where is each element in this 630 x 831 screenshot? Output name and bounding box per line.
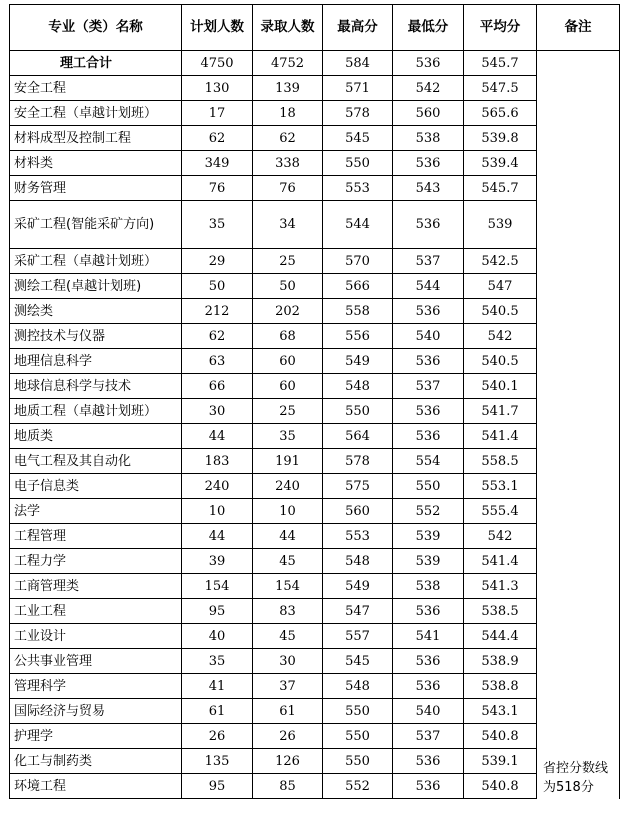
max-cell: 548 bbox=[323, 374, 393, 399]
max-cell: 571 bbox=[323, 76, 393, 101]
admitted-cell: 34 bbox=[253, 201, 323, 249]
max-cell: 550 bbox=[323, 724, 393, 749]
min-cell: 536 bbox=[393, 674, 464, 699]
header-note: 备注 bbox=[537, 5, 620, 51]
min-cell: 536 bbox=[393, 599, 464, 624]
table-row bbox=[10, 249, 620, 274]
admitted-cell: 60 bbox=[253, 374, 323, 399]
min-cell: 543 bbox=[393, 176, 464, 201]
major-name: 工程管理 bbox=[10, 524, 182, 549]
avg-cell: 541.3 bbox=[464, 574, 537, 599]
admitted-cell: 202 bbox=[253, 299, 323, 324]
table-row bbox=[10, 101, 620, 126]
avg-cell: 544.4 bbox=[464, 624, 537, 649]
table-row bbox=[10, 176, 620, 201]
major-name: 法学 bbox=[10, 499, 182, 524]
avg-cell: 542.5 bbox=[464, 249, 537, 274]
max-cell: 557 bbox=[323, 624, 393, 649]
planned-cell: 30 bbox=[182, 399, 253, 424]
avg-cell: 540.5 bbox=[464, 299, 537, 324]
max-cell: 550 bbox=[323, 151, 393, 176]
major-name: 护理学 bbox=[10, 724, 182, 749]
major-name: 安全工程（卓越计划班） bbox=[10, 101, 182, 126]
major-name: 材料类 bbox=[10, 151, 182, 176]
avg-cell: 540.8 bbox=[464, 724, 537, 749]
planned-cell: 349 bbox=[182, 151, 253, 176]
planned-cell: 66 bbox=[182, 374, 253, 399]
planned-cell: 63 bbox=[182, 349, 253, 374]
table-row bbox=[10, 349, 620, 374]
min-cell: 542 bbox=[393, 76, 464, 101]
admitted-cell: 62 bbox=[253, 126, 323, 151]
max-cell: 552 bbox=[323, 774, 393, 799]
avg-cell: 538.8 bbox=[464, 674, 537, 699]
admitted-cell: 45 bbox=[253, 624, 323, 649]
avg-cell: 539 bbox=[464, 201, 537, 249]
max-cell: 545 bbox=[323, 126, 393, 151]
planned-cell: 39 bbox=[182, 549, 253, 574]
header-admitted-count: 录取人数 bbox=[253, 5, 323, 51]
admitted-cell: 338 bbox=[253, 151, 323, 176]
admitted-cell: 85 bbox=[253, 774, 323, 799]
planned-cell: 41 bbox=[182, 674, 253, 699]
major-name: 工业设计 bbox=[10, 624, 182, 649]
admitted-cell: 240 bbox=[253, 474, 323, 499]
min-cell: 536 bbox=[393, 399, 464, 424]
max-cell: 570 bbox=[323, 249, 393, 274]
major-name: 财务管理 bbox=[10, 176, 182, 201]
table-row bbox=[10, 274, 620, 299]
min-cell: 537 bbox=[393, 724, 464, 749]
avg-cell: 541.4 bbox=[464, 424, 537, 449]
major-name: 电气工程及其自动化 bbox=[10, 449, 182, 474]
header-major-name: 专业（类）名称 bbox=[10, 5, 182, 51]
table-row bbox=[10, 201, 620, 249]
planned-cell: 29 bbox=[182, 249, 253, 274]
min-cell: 536 bbox=[393, 649, 464, 674]
avg-cell: 555.4 bbox=[464, 499, 537, 524]
table-row bbox=[10, 574, 620, 599]
admitted-cell: 83 bbox=[253, 599, 323, 624]
planned-cell: 212 bbox=[182, 299, 253, 324]
avg-cell: 540.1 bbox=[464, 374, 537, 399]
major-name: 安全工程 bbox=[10, 76, 182, 101]
table-row bbox=[10, 399, 620, 424]
table-row bbox=[10, 624, 620, 649]
table-row bbox=[10, 76, 620, 101]
table-row bbox=[10, 649, 620, 674]
planned-cell: 50 bbox=[182, 274, 253, 299]
table-row bbox=[10, 724, 620, 749]
table-row bbox=[10, 474, 620, 499]
min-cell: 536 bbox=[393, 774, 464, 799]
max-cell: 550 bbox=[323, 699, 393, 724]
avg-cell: 547.5 bbox=[464, 76, 537, 101]
major-name: 工程力学 bbox=[10, 549, 182, 574]
major-name: 测绘工程(卓越计划班) bbox=[10, 274, 182, 299]
planned-cell: 183 bbox=[182, 449, 253, 474]
major-name: 地理信息科学 bbox=[10, 349, 182, 374]
table-row bbox=[10, 699, 620, 724]
major-name: 环境工程 bbox=[10, 774, 182, 799]
planned-cell: 35 bbox=[182, 201, 253, 249]
avg-cell: 542 bbox=[464, 324, 537, 349]
min-cell: 552 bbox=[393, 499, 464, 524]
table-row bbox=[10, 126, 620, 151]
admitted-cell: 37 bbox=[253, 674, 323, 699]
planned-cell: 76 bbox=[182, 176, 253, 201]
table-row bbox=[10, 749, 620, 774]
max-cell: 545 bbox=[323, 649, 393, 674]
major-name: 理工合计 bbox=[10, 51, 182, 76]
table-row bbox=[10, 674, 620, 699]
min-cell: 540 bbox=[393, 699, 464, 724]
min-cell: 540 bbox=[393, 324, 464, 349]
admitted-cell: 68 bbox=[253, 324, 323, 349]
avg-cell: 565.6 bbox=[464, 101, 537, 126]
min-cell: 544 bbox=[393, 274, 464, 299]
table-row bbox=[10, 374, 620, 399]
admitted-cell: 44 bbox=[253, 524, 323, 549]
min-cell: 536 bbox=[393, 299, 464, 324]
admitted-cell: 50 bbox=[253, 274, 323, 299]
max-cell: 550 bbox=[323, 399, 393, 424]
avg-cell: 538.9 bbox=[464, 649, 537, 674]
major-name: 地质工程（卓越计划班） bbox=[10, 399, 182, 424]
max-cell: 558 bbox=[323, 299, 393, 324]
avg-cell: 539.4 bbox=[464, 151, 537, 176]
table-row bbox=[10, 774, 620, 799]
planned-cell: 95 bbox=[182, 774, 253, 799]
avg-cell: 540.5 bbox=[464, 349, 537, 374]
min-cell: 539 bbox=[393, 549, 464, 574]
max-cell: 566 bbox=[323, 274, 393, 299]
admitted-cell: 60 bbox=[253, 349, 323, 374]
admitted-cell: 26 bbox=[253, 724, 323, 749]
table-row bbox=[10, 449, 620, 474]
admitted-cell: 139 bbox=[253, 76, 323, 101]
planned-cell: 44 bbox=[182, 424, 253, 449]
table-row bbox=[10, 151, 620, 176]
planned-cell: 35 bbox=[182, 649, 253, 674]
min-cell: 537 bbox=[393, 374, 464, 399]
table-row bbox=[10, 499, 620, 524]
header-avg-score: 平均分 bbox=[464, 5, 537, 51]
table-row bbox=[10, 549, 620, 574]
max-cell: 578 bbox=[323, 449, 393, 474]
min-cell: 554 bbox=[393, 449, 464, 474]
major-name: 化工与制药类 bbox=[10, 749, 182, 774]
avg-cell: 558.5 bbox=[464, 449, 537, 474]
table-row bbox=[10, 299, 620, 324]
admitted-cell: 76 bbox=[253, 176, 323, 201]
admitted-cell: 45 bbox=[253, 549, 323, 574]
admitted-cell: 154 bbox=[253, 574, 323, 599]
planned-cell: 17 bbox=[182, 101, 253, 126]
planned-cell: 62 bbox=[182, 324, 253, 349]
avg-cell: 542 bbox=[464, 524, 537, 549]
planned-cell: 44 bbox=[182, 524, 253, 549]
max-cell: 549 bbox=[323, 349, 393, 374]
admitted-cell: 18 bbox=[253, 101, 323, 126]
major-name: 公共事业管理 bbox=[10, 649, 182, 674]
avg-cell: 541.4 bbox=[464, 549, 537, 574]
avg-cell: 538.5 bbox=[464, 599, 537, 624]
major-name: 工商管理类 bbox=[10, 574, 182, 599]
admitted-cell: 4752 bbox=[253, 51, 323, 76]
major-name: 采矿工程(智能采矿方向) bbox=[10, 201, 182, 249]
total-row bbox=[10, 51, 620, 76]
max-cell: 548 bbox=[323, 674, 393, 699]
planned-cell: 26 bbox=[182, 724, 253, 749]
admitted-cell: 25 bbox=[253, 399, 323, 424]
admission-score-table bbox=[9, 4, 620, 799]
max-cell: 548 bbox=[323, 549, 393, 574]
min-cell: 536 bbox=[393, 749, 464, 774]
major-name: 国际经济与贸易 bbox=[10, 699, 182, 724]
min-cell: 536 bbox=[393, 51, 464, 76]
max-cell: 549 bbox=[323, 574, 393, 599]
avg-cell: 553.1 bbox=[464, 474, 537, 499]
max-cell: 550 bbox=[323, 749, 393, 774]
min-cell: 536 bbox=[393, 201, 464, 249]
header-row bbox=[10, 5, 620, 51]
avg-cell: 540.8 bbox=[464, 774, 537, 799]
admitted-cell: 126 bbox=[253, 749, 323, 774]
planned-cell: 130 bbox=[182, 76, 253, 101]
avg-cell: 539.1 bbox=[464, 749, 537, 774]
planned-cell: 154 bbox=[182, 574, 253, 599]
max-cell: 560 bbox=[323, 499, 393, 524]
major-name: 地质类 bbox=[10, 424, 182, 449]
max-cell: 553 bbox=[323, 176, 393, 201]
note-cell: 省控分数线为518分 bbox=[537, 51, 620, 799]
max-cell: 556 bbox=[323, 324, 393, 349]
admitted-cell: 61 bbox=[253, 699, 323, 724]
admitted-cell: 35 bbox=[253, 424, 323, 449]
min-cell: 560 bbox=[393, 101, 464, 126]
table-row bbox=[10, 424, 620, 449]
avg-cell: 545.7 bbox=[464, 51, 537, 76]
major-name: 材料成型及控制工程 bbox=[10, 126, 182, 151]
planned-cell: 62 bbox=[182, 126, 253, 151]
major-name: 工业工程 bbox=[10, 599, 182, 624]
max-cell: 544 bbox=[323, 201, 393, 249]
min-cell: 538 bbox=[393, 574, 464, 599]
table-row bbox=[10, 324, 620, 349]
max-cell: 575 bbox=[323, 474, 393, 499]
min-cell: 536 bbox=[393, 349, 464, 374]
major-name: 管理科学 bbox=[10, 674, 182, 699]
planned-cell: 240 bbox=[182, 474, 253, 499]
admitted-cell: 25 bbox=[253, 249, 323, 274]
max-cell: 553 bbox=[323, 524, 393, 549]
planned-cell: 135 bbox=[182, 749, 253, 774]
planned-cell: 4750 bbox=[182, 51, 253, 76]
min-cell: 537 bbox=[393, 249, 464, 274]
avg-cell: 543.1 bbox=[464, 699, 537, 724]
planned-cell: 95 bbox=[182, 599, 253, 624]
max-cell: 578 bbox=[323, 101, 393, 126]
major-name: 电子信息类 bbox=[10, 474, 182, 499]
avg-cell: 545.7 bbox=[464, 176, 537, 201]
avg-cell: 541.7 bbox=[464, 399, 537, 424]
max-cell: 584 bbox=[323, 51, 393, 76]
min-cell: 539 bbox=[393, 524, 464, 549]
admitted-cell: 30 bbox=[253, 649, 323, 674]
header-min-score: 最低分 bbox=[393, 5, 464, 51]
major-name: 采矿工程（卓越计划班） bbox=[10, 249, 182, 274]
min-cell: 550 bbox=[393, 474, 464, 499]
major-name: 测控技术与仪器 bbox=[10, 324, 182, 349]
min-cell: 541 bbox=[393, 624, 464, 649]
max-cell: 564 bbox=[323, 424, 393, 449]
major-name: 测绘类 bbox=[10, 299, 182, 324]
min-cell: 538 bbox=[393, 126, 464, 151]
min-cell: 536 bbox=[393, 151, 464, 176]
table-row bbox=[10, 524, 620, 549]
major-name: 地球信息科学与技术 bbox=[10, 374, 182, 399]
max-cell: 547 bbox=[323, 599, 393, 624]
admitted-cell: 191 bbox=[253, 449, 323, 474]
min-cell: 536 bbox=[393, 424, 464, 449]
table-row bbox=[10, 599, 620, 624]
planned-cell: 40 bbox=[182, 624, 253, 649]
header-planned-count: 计划人数 bbox=[182, 5, 253, 51]
avg-cell: 539.8 bbox=[464, 126, 537, 151]
header-max-score: 最高分 bbox=[323, 5, 393, 51]
planned-cell: 61 bbox=[182, 699, 253, 724]
planned-cell: 10 bbox=[182, 499, 253, 524]
admitted-cell: 10 bbox=[253, 499, 323, 524]
avg-cell: 547 bbox=[464, 274, 537, 299]
